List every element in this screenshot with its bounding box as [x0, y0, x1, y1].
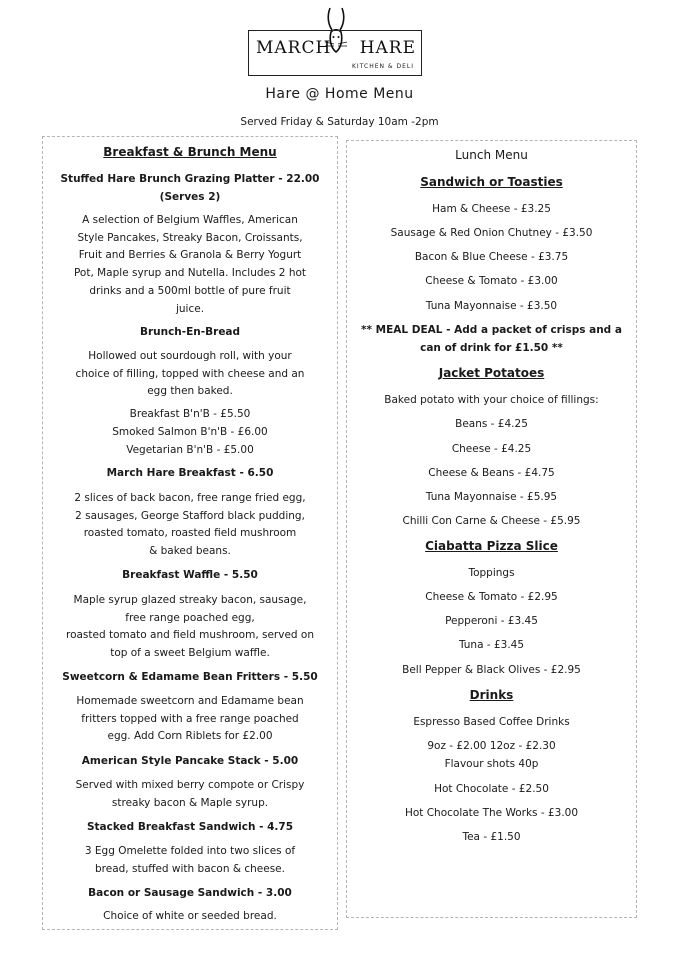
sandwich-heading: Sandwich or Toasties — [420, 175, 563, 189]
menu-item: Cheese & Beans - £4.75 — [428, 467, 555, 479]
menu-item: Espresso Based Coffee Drinks — [413, 716, 570, 728]
breakfast-column — [42, 136, 338, 930]
breakfast-heading: Breakfast & Brunch Menu — [103, 145, 277, 159]
item-desc: egg. Add Corn Riblets for £2.00 — [107, 730, 273, 742]
item-desc: Fruit and Berries & Granola & Berry Yogurt — [78, 249, 302, 261]
logo — [248, 6, 424, 72]
page-title: Hare @ Home Menu — [265, 86, 414, 102]
item-desc: Pot, Maple syrup and Nutella. Includes 2 hot — [73, 267, 307, 279]
item-desc: Style Pancakes, Streaky Bacon, Croissants, — [77, 232, 303, 244]
menu-item: Tuna - £3.45 — [458, 639, 525, 651]
menu-item: Cheese & Tomato - £2.95 — [425, 591, 558, 603]
menu-item: Flavour shots 40p — [444, 758, 539, 770]
lunch-column — [346, 140, 637, 918]
meal-deal: ** MEAL DEAL - Add a packet of crisps and a — [361, 324, 622, 336]
menu-item: Sausage & Red Onion Chutney - £3.50 — [390, 227, 593, 239]
lunch-heading: Lunch Menu — [455, 148, 528, 162]
item-title: American Style Pancake Stack - 5.00 — [81, 755, 299, 767]
item-title: Stuffed Hare Brunch Grazing Platter - 22.00 — [60, 173, 320, 185]
item-desc: roasted tomato and field mushroom, served on — [65, 629, 314, 641]
menu-item: Beans - £4.25 — [455, 418, 528, 430]
menu-item: Cheese - £4.25 — [451, 443, 532, 455]
item-desc: bread, stuffed with bacon & cheese. — [95, 863, 285, 875]
item-option: Vegetarian B'n'B - £5.00 — [126, 444, 254, 456]
item-desc: & baked beans. — [149, 545, 231, 557]
logo-word-hare: HARE — [359, 38, 416, 58]
item-desc: drinks and a 500ml bottle of pure fruit — [89, 285, 291, 297]
item-desc: top of a sweet Belgium waffle. — [110, 647, 270, 659]
menu-item: Tuna Mayonnaise - £5.95 — [425, 491, 558, 503]
item-desc: streaky bacon & Maple syrup. — [111, 797, 269, 809]
item-title: Sweetcorn & Edamame Bean Fritters - 5.50 — [62, 671, 318, 683]
item-title: (Serves 2) — [159, 191, 221, 203]
menu-item: Tea - £1.50 — [462, 831, 521, 843]
item-desc: choice of filling, topped with cheese and an — [75, 368, 305, 380]
item-title: Bacon or Sausage Sandwich - 3.00 — [88, 887, 292, 899]
item-title: Brunch-En-Bread — [139, 326, 241, 338]
item-option: Smoked Salmon B'n'B - £6.00 — [112, 426, 268, 438]
menu-item: Hot Chocolate The Works - £3.00 — [404, 807, 579, 819]
menu-item: Chilli Con Carne & Cheese - £5.95 — [402, 515, 581, 527]
item-desc: Choice of white or seeded bread. — [103, 910, 277, 922]
served-hours: Served Friday & Saturday 10am -2pm — [240, 116, 439, 128]
item-desc: Maple syrup glazed streaky bacon, sausage, — [73, 594, 307, 606]
logo-word-march: MARCH — [256, 38, 332, 58]
item-title: March Hare Breakfast - 6.50 — [106, 467, 274, 479]
item-option: Breakfast B'n'B - £5.50 — [129, 408, 251, 420]
menu-item: Tuna Mayonnaise - £3.50 — [425, 300, 558, 312]
drinks-heading: Drinks — [469, 688, 514, 702]
item-desc: Hollowed out sourdough roll, with your — [88, 350, 292, 362]
item-title: Breakfast Waffle - 5.50 — [122, 569, 258, 581]
item-desc: A selection of Belgium Waffles, American — [82, 214, 298, 226]
item-desc: 2 sausages, George Stafford black pudding, — [75, 510, 305, 522]
item-desc: fritters topped with a free range poached — [81, 713, 299, 725]
menu-item: Bell Pepper & Black Olives - £2.95 — [402, 664, 581, 676]
item-desc: egg then baked. — [147, 385, 233, 397]
item-desc: Served with mixed berry compote or Crispy — [75, 779, 305, 791]
section-intro: Toppings — [468, 567, 515, 579]
item-desc: roasted tomato, roasted field mushroom — [83, 527, 297, 539]
menu-item: Hot Chocolate - £2.50 — [434, 783, 549, 795]
jacket-heading: Jacket Potatoes — [438, 366, 545, 380]
meal-deal: can of drink for £1.50 ** — [420, 342, 563, 354]
menu-item: Cheese & Tomato - £3.00 — [425, 275, 558, 287]
item-desc: 3 Egg Omelette folded into two slices of — [84, 845, 296, 857]
menu-item: Bacon & Blue Cheese - £3.75 — [414, 251, 569, 263]
item-desc: juice. — [175, 303, 205, 315]
pizza-heading: Ciabatta Pizza Slice — [425, 539, 558, 553]
menu-item: Pepperoni - £3.45 — [445, 615, 538, 627]
item-title: Stacked Breakfast Sandwich - 4.75 — [86, 821, 294, 833]
section-intro: Baked potato with your choice of fillings: — [384, 394, 599, 406]
menu-item: 9oz - £2.00 12oz - £2.30 — [427, 740, 556, 752]
menu-item: Ham & Cheese - £3.25 — [432, 203, 551, 215]
item-desc: 2 slices of back bacon, free range fried egg, — [74, 492, 306, 504]
item-desc: Homemade sweetcorn and Edamame bean — [76, 695, 304, 707]
logo-subtitle: KITCHEN & DELI — [351, 63, 414, 70]
item-desc: free range poached egg, — [125, 612, 255, 624]
